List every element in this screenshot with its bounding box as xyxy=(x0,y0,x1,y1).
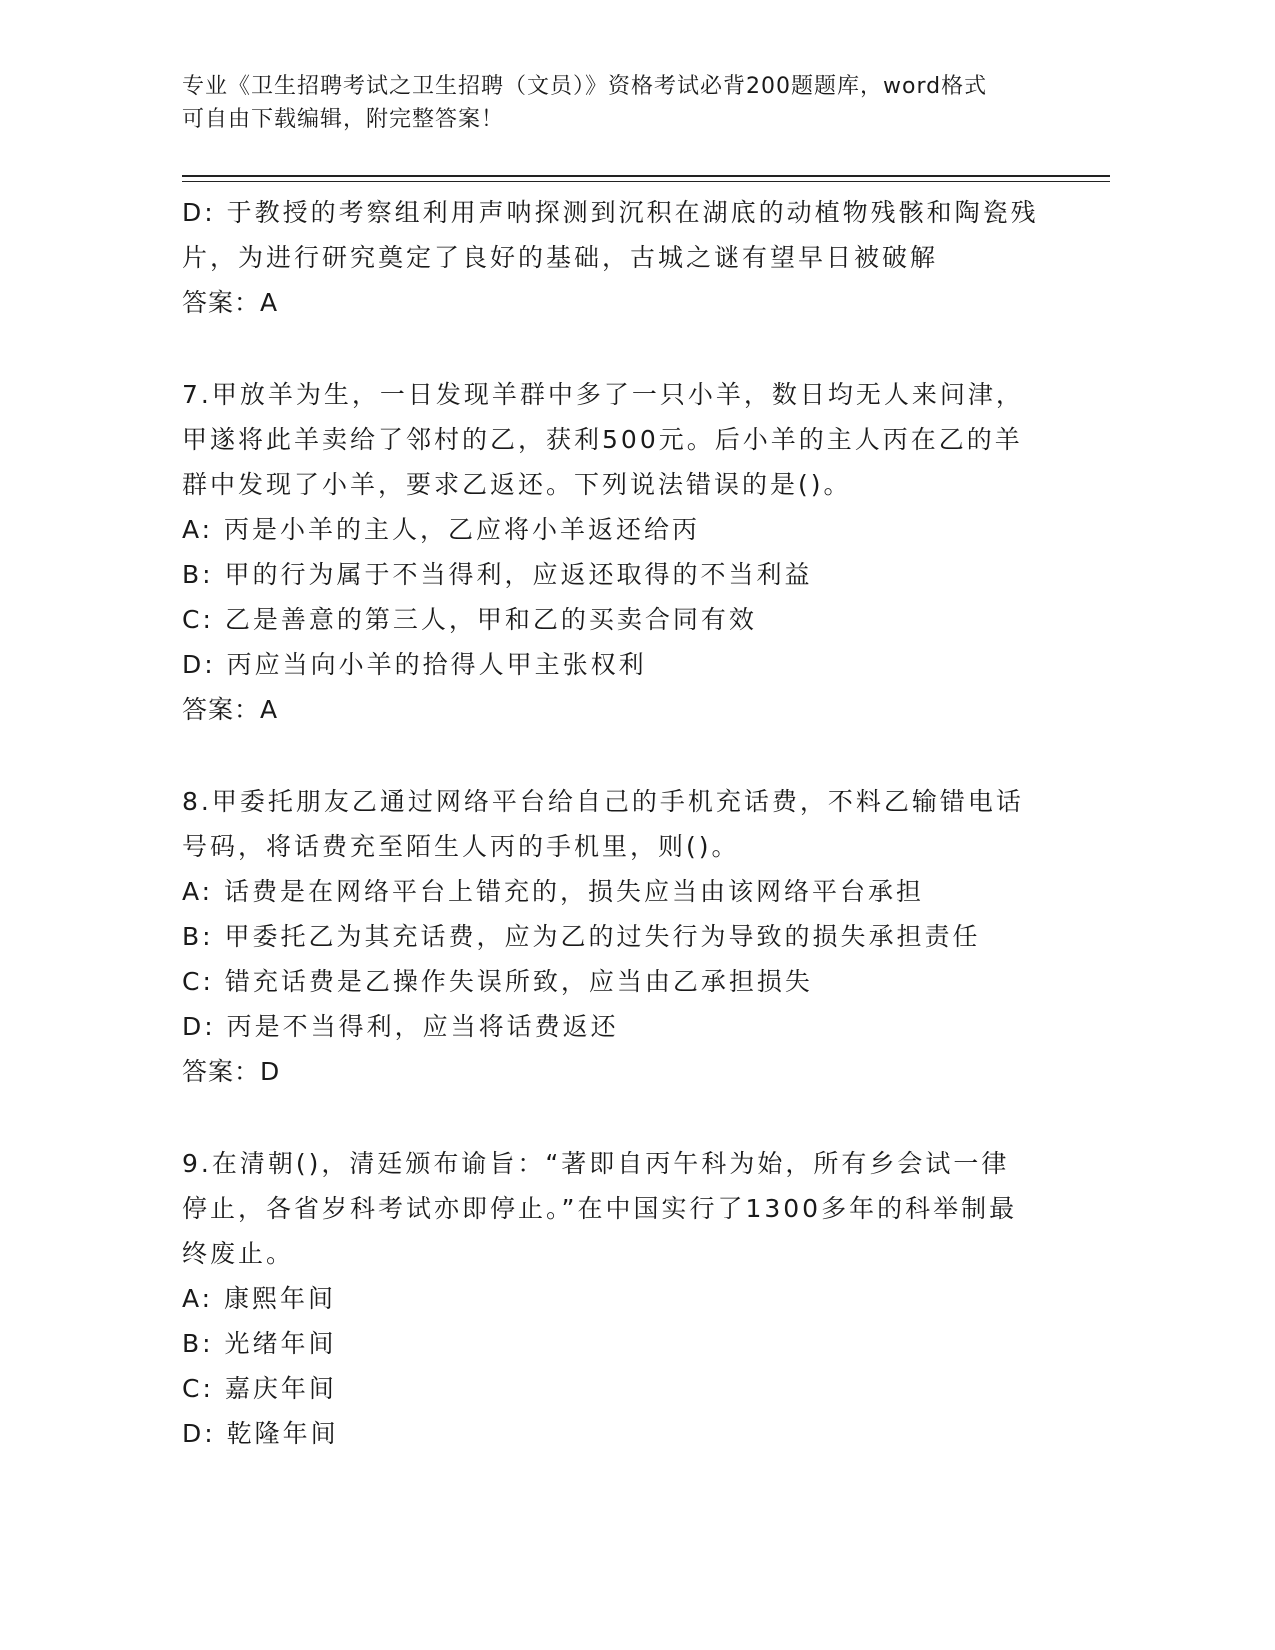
option-d-line-2: 片，为进行研究奠定了良好的基础，古城之谜有望早日被破解 xyxy=(182,243,939,272)
previous-question-tail xyxy=(182,190,1062,325)
option-d-line-1: D: 于教授的考察组利用声呐探测到沉积在湖底的动植物残骸和陶瓷残 xyxy=(182,198,1039,227)
spacer xyxy=(182,325,1062,372)
question-stem-line: 终废止。 xyxy=(182,1239,295,1268)
header-divider-thick xyxy=(182,175,1110,177)
spacer xyxy=(182,1094,1062,1141)
option-c: C: 错充话费是乙操作失误所致，应当由乙承担损失 xyxy=(182,967,813,996)
option-b: B: 甲委托乙为其充话费，应为乙的过失行为导致的损失承担责任 xyxy=(182,922,981,951)
document-header xyxy=(182,70,1082,136)
answer-line: 答案：A xyxy=(182,288,279,317)
header-title-line-1: 专业《卫生招聘考试之卫生招聘（文员）》资格考试必背200题题库，word格式 xyxy=(182,74,988,99)
question-stem-line: 甲遂将此羊卖给了邻村的乙，获利500元。后小羊的主人丙在乙的羊 xyxy=(182,425,1023,454)
option-c: C: 乙是善意的第三人，甲和乙的买卖合同有效 xyxy=(182,605,757,634)
option-b: B: 光绪年间 xyxy=(182,1329,337,1358)
question-stem-line: 号码，将话费充至陌生人丙的手机里，则()。 xyxy=(182,832,740,861)
question-8 xyxy=(182,779,1062,1094)
option-c: C: 嘉庆年间 xyxy=(182,1374,337,1403)
question-stem-line: 8.甲委托朋友乙通过网络平台给自己的手机充话费，不料乙输错电话 xyxy=(182,787,1024,816)
question-7 xyxy=(182,372,1062,732)
question-stem-line: 9.在清朝()，清廷颁布谕旨：“著即自丙午科为始，所有乡会试一律 xyxy=(182,1149,1010,1178)
header-divider-thin xyxy=(182,181,1110,182)
question-stem-line: 停止，各省岁科考试亦即停止。”在中国实行了1300多年的科举制最 xyxy=(182,1194,1018,1223)
option-b: B: 甲的行为属于不当得利，应返还取得的不当利益 xyxy=(182,560,813,589)
question-stem-line: 群中发现了小羊，要求乙返还。下列说法错误的是()。 xyxy=(182,470,852,499)
option-a: A: 康熙年间 xyxy=(182,1284,337,1313)
option-d: D: 乾隆年间 xyxy=(182,1419,339,1448)
option-a: A: 丙是小羊的主人，乙应将小羊返还给丙 xyxy=(182,515,701,544)
answer-line: 答案：D xyxy=(182,1057,281,1086)
option-d: D: 丙是不当得利，应当将话费返还 xyxy=(182,1012,619,1041)
question-stem-line: 7.甲放羊为生，一日发现羊群中多了一只小羊，数日均无人来问津， xyxy=(182,380,1024,409)
answer-line: 答案：A xyxy=(182,695,279,724)
option-d: D: 丙应当向小羊的拾得人甲主张权利 xyxy=(182,650,647,679)
spacer xyxy=(182,732,1062,779)
document-body xyxy=(182,190,1062,1456)
header-title-line-2: 可自由下载编辑，附完整答案！ xyxy=(182,107,505,132)
question-9 xyxy=(182,1141,1062,1456)
option-a: A: 话费是在网络平台上错充的，损失应当由该网络平台承担 xyxy=(182,877,925,906)
